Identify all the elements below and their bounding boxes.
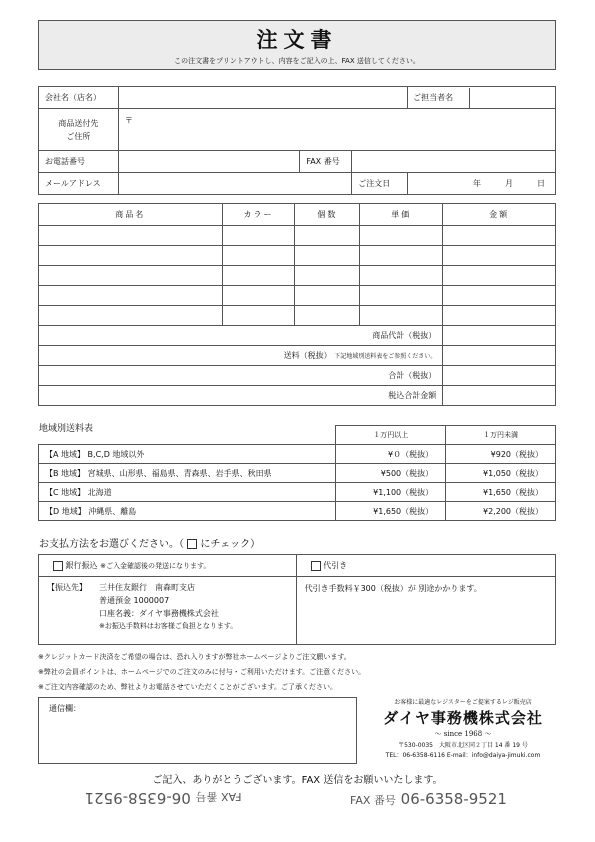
header-product: 商品名 [39,204,223,226]
rate-over: ¥1,100（税抜） [336,483,446,502]
amount-cell[interactable] [443,226,556,246]
bank-info [39,577,297,645]
subtotal-row [39,326,556,346]
company-since: ～ since 1968 ～ [434,730,492,738]
color-cell[interactable] [222,286,295,306]
total-row [39,366,556,386]
bank-transfer-checkbox[interactable] [53,561,63,571]
page-title: 注文書 [256,28,338,52]
item-row [39,226,556,246]
payment-title-text: お支払方法をお選びください。（ [39,539,184,550]
fax-label-flipped: FAX 番号 [195,790,242,803]
total-tax-field[interactable] [443,386,556,406]
product-cell[interactable] [39,266,223,286]
total-tax-label: 税込合計金額 [39,386,443,406]
fax-label: FAX 番号 [350,794,396,807]
amount-cell[interactable] [443,306,556,326]
year-label: 年 [473,179,481,188]
account-name: 口座名義：ダイヤ事務機株式会社 [99,609,219,618]
item-row [39,246,556,266]
shipping-table-title: 地域別送料表 [39,424,94,434]
company-address: 〒530-0035 大阪市北区同２丁目 14 番 19 号 [398,742,528,749]
rate-under: ¥1,050（税抜） [446,464,556,483]
subtotal-field[interactable] [443,326,556,346]
product-cell[interactable] [39,286,223,306]
color-cell[interactable] [222,266,295,286]
item-row [39,266,556,286]
quantity-cell[interactable] [295,306,360,326]
phone-label: お電話番号 [39,151,119,173]
customer-info-table [38,86,556,195]
zone-b: 【B 地域】 宮城県、山形県、福島県、青森県、岩手県、秋田県 [39,464,336,483]
unit-price-cell[interactable] [360,226,443,246]
postal-mark: 〒 [124,116,133,125]
cod-fee-note: 代引き手数料￥300（税抜）が 別途かかります。 [304,584,482,593]
rate-under: ¥920（税抜） [446,445,556,464]
shipping-header-row [39,426,556,445]
fax-number-flipped-value: 06-6358-9521 [84,789,191,807]
phone-field[interactable] [118,151,299,173]
shipping-row [39,445,556,464]
total-tax-row [39,386,556,406]
quantity-cell[interactable] [295,266,360,286]
shipping-label-text: 送料（税抜） [283,351,332,360]
bank-name: 三井住友銀行 南森町支店 [99,583,195,592]
product-cell[interactable] [39,246,223,266]
zone-c: 【C 地域】 北海道 [39,483,336,502]
company-address-block [366,741,560,761]
header-quantity: 個数 [295,204,360,226]
total-field[interactable] [443,366,556,386]
subtotal-label: 商品代計（税抜） [39,326,443,346]
header-unit-price: 単価 [360,204,443,226]
bank-account: 普通預金 1000007 [99,596,170,605]
rate-over: ¥０（税抜） [336,445,446,464]
bank-transfer-note: ※ご入金確認後の発送になります。 [100,562,211,570]
address-field[interactable] [118,109,555,151]
quantity-cell[interactable] [295,246,360,266]
header-color: カラー [222,204,295,226]
amount-cell[interactable] [443,246,556,266]
bank-transfer-option[interactable] [39,555,297,577]
address-label-line2: ご住所 [66,131,91,141]
shipping-note: 下記地域別送料表をご参照ください。 [334,353,437,360]
rate-over: ¥500（税抜） [336,464,446,483]
shipping-row [39,346,556,366]
unit-price-cell[interactable] [360,306,443,326]
payment-table [38,554,556,645]
note-points: ※弊社の会員ポイントは、ホームページでのご注文のみに付与・ご利用いただけます。ご注意ください。 [38,668,366,676]
cod-option[interactable] [296,555,555,577]
memo-field[interactable] [38,697,357,764]
contact-person-field[interactable] [470,88,555,108]
shipping-row [39,502,556,521]
shipping-row [39,464,556,483]
note-confirmation: ※ご注文内容確認のため、弊社よりお電話させていただくことがございます。ご了承ください。 [38,683,338,691]
contact-person-label: ご担当者名 [408,88,470,108]
notes [38,650,558,695]
quantity-cell[interactable] [295,286,360,306]
total-label: 合計（税抜） [39,366,443,386]
header-amount: 金額 [443,204,556,226]
zone-a: 【A 地域】 B,C,D 地域以外 [39,445,336,464]
payment-method-title [39,535,260,550]
order-date-field[interactable] [408,173,556,195]
company-label: 会社名（店名） [39,87,119,109]
title-box [38,20,556,70]
product-cell[interactable] [39,306,223,326]
order-items-table [38,203,556,406]
page-subtitle: この注文書をプリントアウトし、内容をご記入の上、FAX 送信してください。 [174,57,420,65]
company-tagline: お客様に最適なレジスターをご提案するレジ販売店 [394,699,532,706]
cod-label: 代引き [323,561,348,570]
checkbox-icon [187,539,197,549]
col-under-10000: １万円未満 [446,426,556,445]
item-row [39,306,556,326]
unit-price-cell[interactable] [360,266,443,286]
unit-price-cell[interactable] [360,246,443,266]
shipping-rate-table [38,425,556,521]
zone-d: 【D 地域】 沖縄県、離島 [39,502,336,521]
note-credit-card: ※クレジットカード決済をご希望の場合は、恐れ入りますが弊社ホームページよりご注文願います。 [38,653,351,661]
item-row [39,286,556,306]
fax-number-flipped [38,789,288,807]
email-label: メールアドレス [39,173,119,195]
shipping-row [39,483,556,502]
fax-number-value: 06-6358-9521 [400,790,507,808]
day-label: 日 [537,179,545,188]
fax-number [350,790,507,808]
memo-label: 通信欄： [49,704,81,713]
bank-transfer-label: 銀行振込 [65,561,98,570]
cod-checkbox[interactable] [311,561,321,571]
color-cell[interactable] [222,246,295,266]
transfer-fee-note: ※お振込手数料はお客様ご負担となります。 [99,622,238,630]
col-over-10000: １万円以上 [336,426,446,445]
company-field[interactable] [118,87,407,109]
payment-title-suffix: にチェック） [200,539,261,550]
product-cell[interactable] [39,226,223,246]
cod-info [296,577,555,645]
fax-field[interactable] [352,151,556,173]
amount-cell[interactable] [443,286,556,306]
shipping-label [39,346,443,366]
shipping-field[interactable] [443,346,556,366]
order-date-label: ご注文日 [352,173,408,195]
rate-under: ¥1,650（税抜） [446,483,556,502]
month-label: 月 [505,179,513,188]
fax-label: FAX 番号 [300,151,352,173]
quantity-cell[interactable] [295,226,360,246]
amount-cell[interactable] [443,266,556,286]
color-cell[interactable] [222,306,295,326]
company-contact: TEL：06-6358-6116 E-mail：info@daiya-jimuki.com [385,752,541,759]
rate-over: ¥1,650（税抜） [336,502,446,521]
items-header-row [39,204,556,226]
rate-under: ¥2,200（税抜） [446,502,556,521]
company-name: ダイヤ事務機株式会社 [383,709,543,727]
color-cell[interactable] [222,226,295,246]
bank-prefix: 【振込先】 [47,583,87,592]
contact-person-cell [408,87,556,109]
unit-price-cell[interactable] [360,286,443,306]
closing-message: ご記入、ありがとうございます。FAX 送信をお願いいたします。 [152,775,443,786]
email-field[interactable] [118,173,351,195]
address-label [39,109,119,151]
address-label-line1: 商品送付先 [58,118,99,128]
